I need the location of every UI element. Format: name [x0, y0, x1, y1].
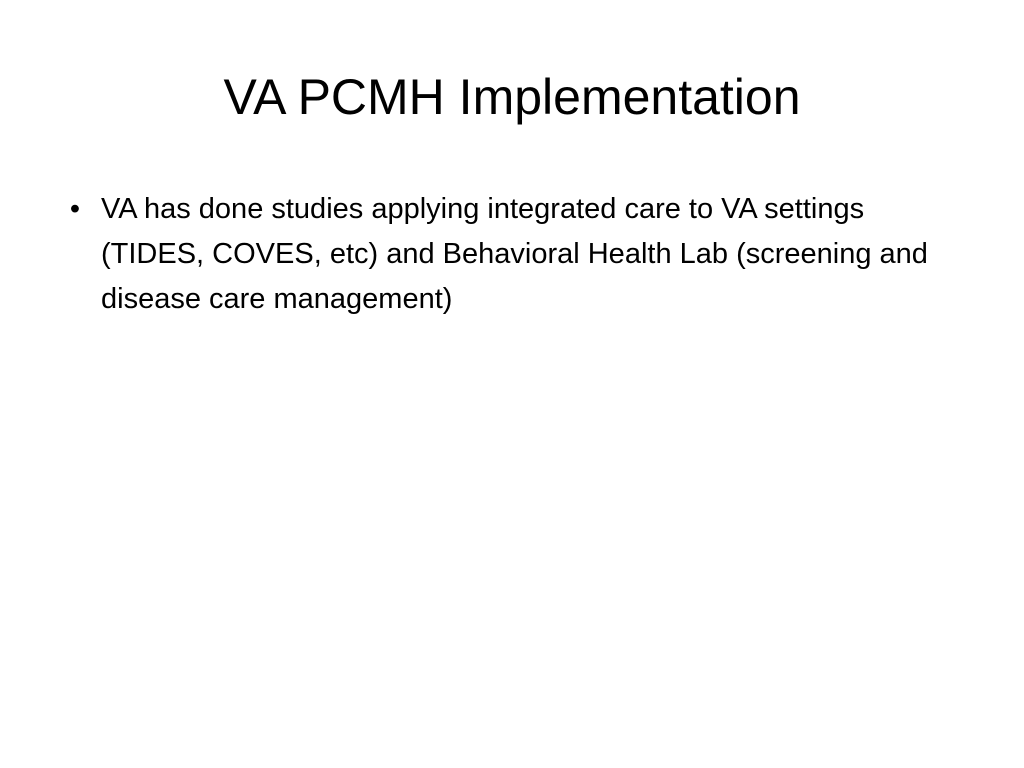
bullet-item [60, 187, 960, 322]
bullet-list [60, 187, 960, 322]
slide-title: VA PCMH Implementation [223, 69, 801, 125]
bullet-marker: • [69, 193, 81, 225]
bullet-text: VA has done studies applying integrated care to VA settings (TIDES, COVES, etc) and Behavioral Health Lab (screening and disease care management) [101, 193, 928, 315]
